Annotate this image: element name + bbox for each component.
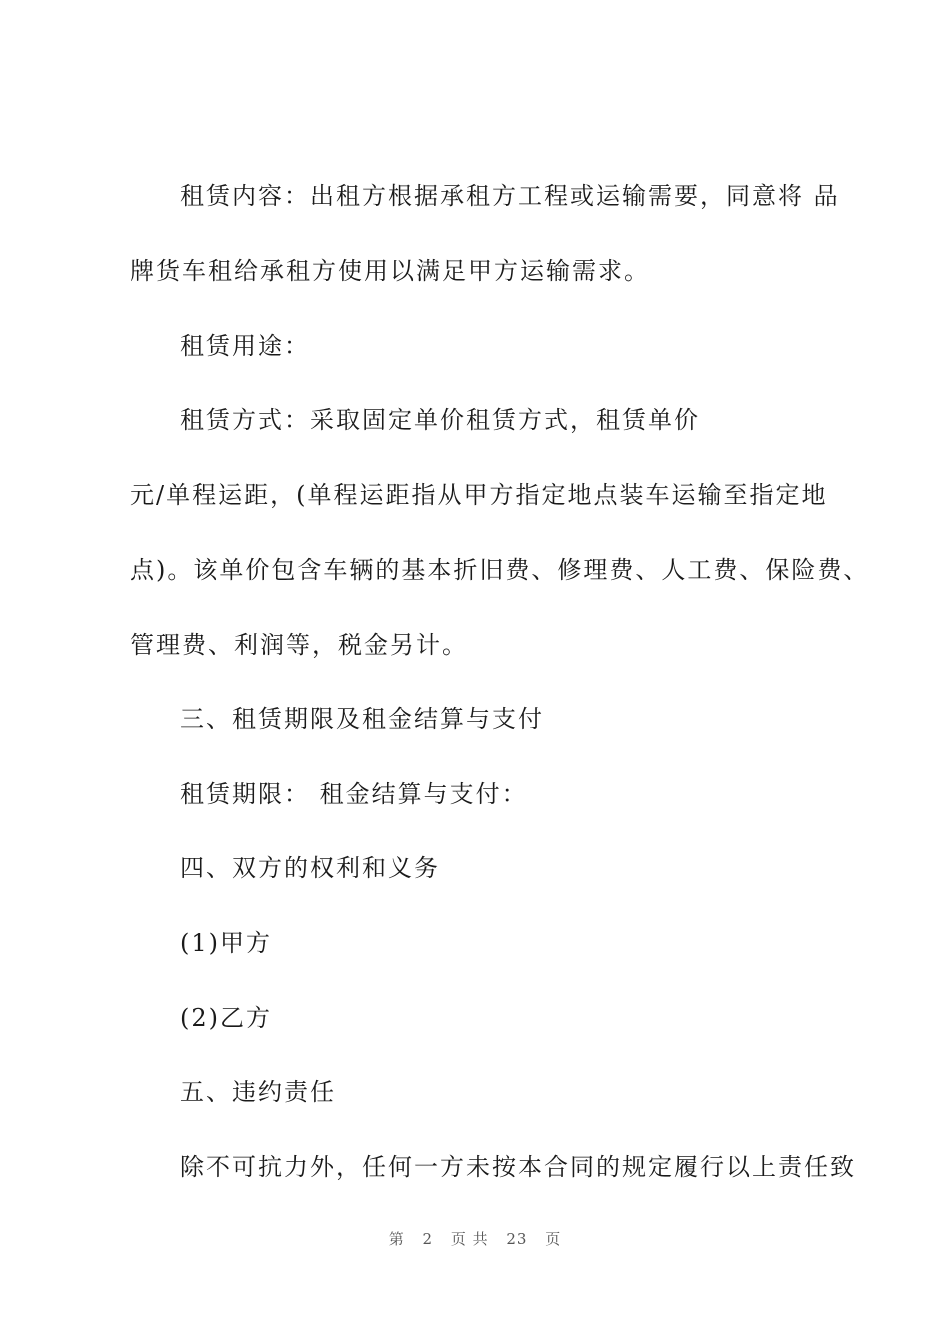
paragraph-line: 管理费、利润等，税金另计。 <box>130 631 468 659</box>
footer-total-pages: 23 <box>506 1230 528 1248</box>
list-item: (1)甲方 <box>180 929 272 957</box>
page-footer <box>0 1228 950 1249</box>
paragraph-line: 元/单程运距，(单程运距指从甲方指定地点装车运输至指定地 <box>130 481 828 509</box>
footer-middle: 页 共 <box>450 1230 489 1248</box>
paragraph-line: 租赁方式：采取固定单价租赁方式，租赁单价 <box>180 406 700 434</box>
paragraph-line: 牌货车租给承租方使用以满足甲方运输需求。 <box>130 257 650 285</box>
section-heading: 四、双方的权利和义务 <box>180 854 440 882</box>
paragraph-line: 点)。该单价包含车辆的基本折旧费、修理费、人工费、保险费、 <box>130 556 870 584</box>
footer-page-number: 2 <box>422 1230 434 1248</box>
footer-suffix: 页 <box>545 1230 562 1248</box>
footer-prefix: 第 <box>388 1230 405 1248</box>
paragraph-line: 租赁用途： <box>180 332 310 360</box>
paragraph-line: 除不可抗力外，任何一方未按本合同的规定履行以上责任致 <box>180 1153 856 1181</box>
section-heading: 三、租赁期限及租金结算与支付 <box>180 705 544 733</box>
paragraph-line: 租赁内容：出租方根据承租方工程或运输需要，同意将 品 <box>180 182 840 210</box>
paragraph-line: 租赁期限： 租金结算与支付： <box>180 780 528 808</box>
list-item: (2)乙方 <box>180 1004 272 1032</box>
section-heading: 五、违约责任 <box>180 1078 336 1106</box>
